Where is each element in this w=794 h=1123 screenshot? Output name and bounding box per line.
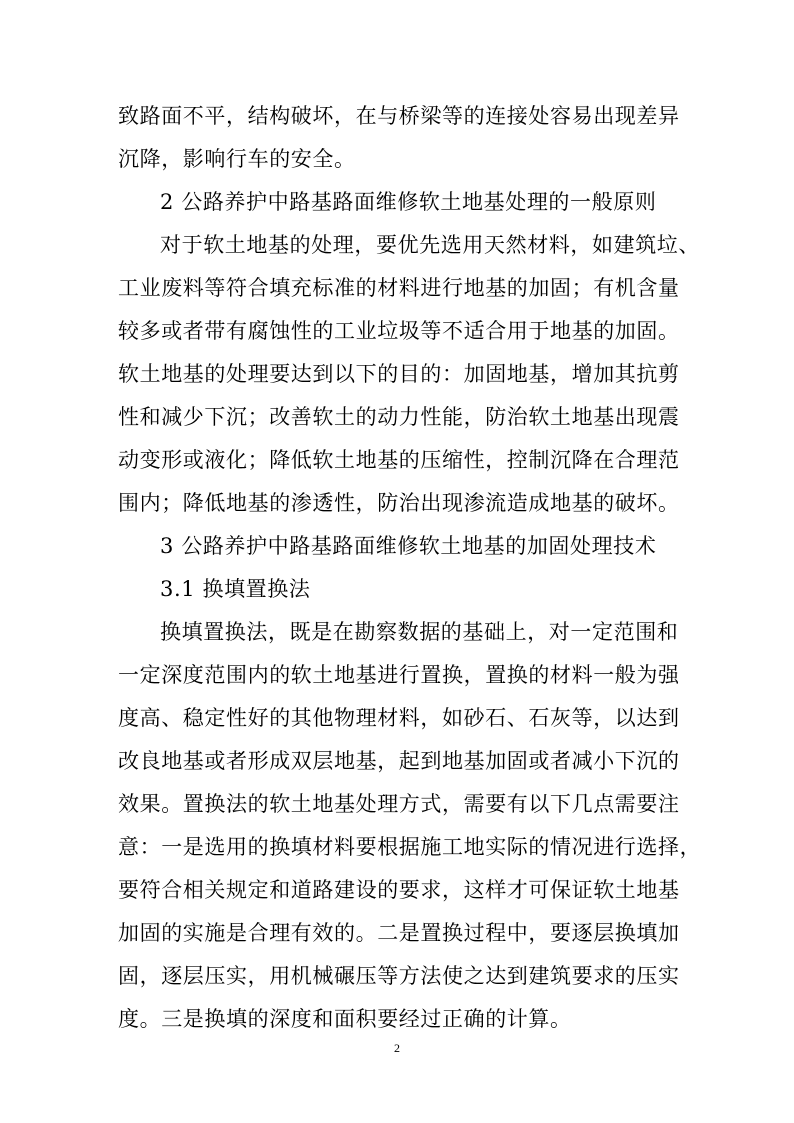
body-text-line: 度高、稳定性好的其他物理材料，如砂石、石灰等，以达到: [118, 706, 680, 730]
section-heading: 2 公路养护中路基路面维修软土地基处理的一般原则: [160, 190, 657, 214]
body-text-line: 换填置换法，既是在勘察数据的基础上，对一定范围和: [160, 620, 679, 644]
body-text-line: 加固的实施是合理有效的。二是置换过程中，要逐层换填加: [118, 921, 680, 945]
body-text-line: 动变形或液化；降低软土地基的压缩性，控制沉降在合理范: [118, 448, 680, 472]
body-text-line: 度。三是换填的深度和面积要经过正确的计算。: [118, 1007, 572, 1031]
section-heading: 3 公路养护中路基路面维修软土地基的加固处理技术: [160, 534, 657, 558]
body-text-line: 软土地基的处理要达到以下的目的：加固地基，增加其抗剪: [118, 362, 680, 386]
body-text-line: 固，逐层压实，用机械碾压等方法使之达到建筑要求的压实: [118, 964, 680, 988]
subsection-heading: 3.1 换填置换法: [160, 577, 311, 601]
body-text-line: 要符合相关规定和道路建设的要求，这样才可保证软土地基: [118, 878, 680, 902]
body-text-line: 对于软土地基的处理，要优先选用天然材料，如建筑垃、: [160, 233, 700, 257]
page-number: 2: [394, 1041, 400, 1055]
body-text-line: 一定深度范围内的软土地基进行置换，置换的材料一般为强: [118, 663, 680, 687]
body-text-line: 工业废料等符合填充标准的材料进行地基的加固；有机含量: [118, 276, 680, 300]
body-text-line: 改良地基或者形成双层地基，起到地基加固或者减小下沉的: [118, 749, 680, 773]
body-text-line: 意：一是选用的换填材料要根据施工地实际的情况进行选择，: [118, 835, 702, 859]
body-text-line: 较多或者带有腐蚀性的工业垃圾等不适合用于地基的加固。: [118, 319, 680, 343]
body-text-line: 性和减少下沉；改善软土的动力性能，防治软土地基出现震: [118, 405, 680, 429]
body-text-line: 致路面不平，结构破坏，在与桥梁等的连接处容易出现差异: [118, 104, 680, 128]
body-text-line: 围内；降低地基的渗透性，防治出现渗流造成地基的破坏。: [118, 491, 680, 515]
body-text-line: 效果。置换法的软土地基处理方式，需要有以下几点需要注: [118, 792, 680, 816]
body-text-line: 沉降，影响行车的安全。: [118, 147, 356, 171]
